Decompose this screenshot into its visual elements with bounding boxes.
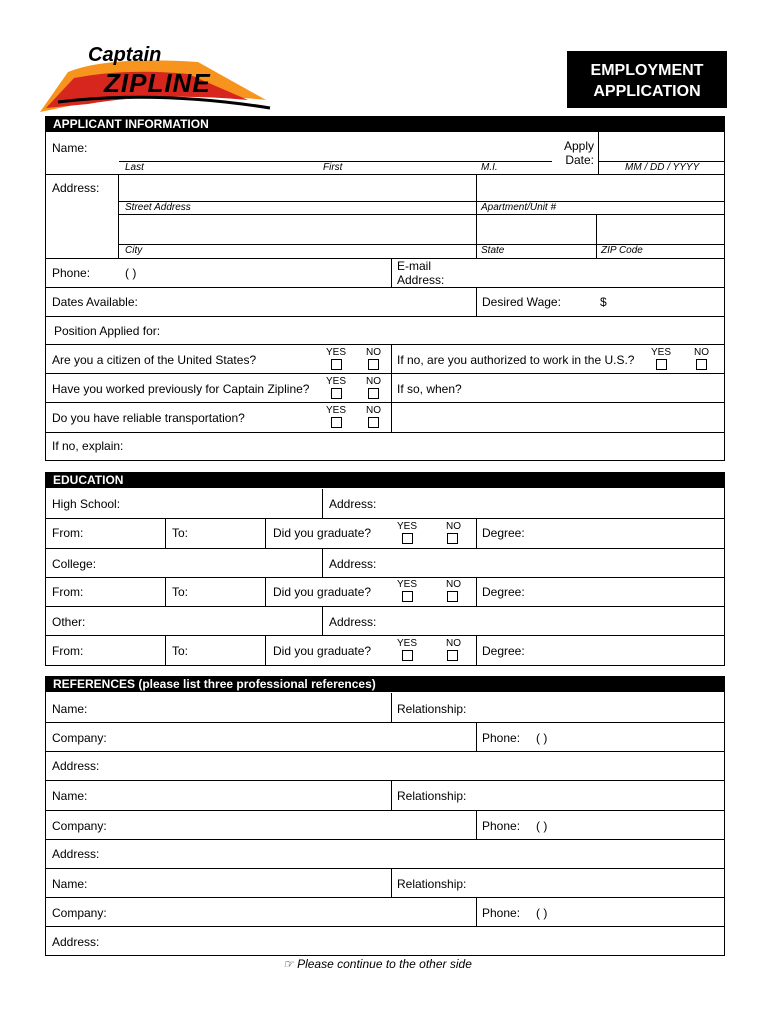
apply-date-label: Apply Date: bbox=[563, 139, 594, 167]
college-no-label: NO bbox=[446, 579, 461, 590]
college-graduate-question: Did you graduate? bbox=[273, 585, 372, 599]
ref2-phone-paren: ( ) bbox=[536, 819, 548, 833]
worked-yes-label: YES bbox=[326, 376, 347, 387]
citizen-question: Are you a citizen of the United States? bbox=[52, 353, 257, 367]
citizen-no-label: NO bbox=[366, 347, 381, 358]
ref3-phone-label: Phone: bbox=[482, 906, 521, 920]
other-school-label: Other: bbox=[52, 615, 86, 629]
ref1-name-input[interactable] bbox=[92, 694, 390, 722]
other-graduate-question: Did you graduate? bbox=[273, 644, 372, 658]
dates-available-label: Dates Available: bbox=[52, 295, 138, 309]
ref1-company-input[interactable] bbox=[112, 723, 475, 751]
form-title bbox=[567, 51, 727, 108]
ref1-phone-input[interactable] bbox=[530, 723, 725, 751]
transport-no-label: NO bbox=[366, 405, 381, 416]
transport-yes-label: YES bbox=[326, 405, 347, 416]
college-degree-input[interactable] bbox=[530, 578, 725, 606]
phone-input[interactable] bbox=[119, 259, 391, 287]
worked-question: Have you worked previously for Captain Zipline? bbox=[52, 382, 310, 396]
ref2-company-input[interactable] bbox=[112, 811, 475, 839]
phone-paren: ( ) bbox=[125, 266, 137, 280]
dates-available-input[interactable] bbox=[140, 288, 475, 316]
college-label: College: bbox=[52, 557, 97, 571]
form-title-line1: EMPLOYMENT bbox=[590, 62, 704, 79]
other-from-input[interactable] bbox=[90, 636, 164, 665]
ref3-phone-input[interactable] bbox=[530, 898, 725, 926]
hs-degree-label: Degree: bbox=[482, 526, 525, 540]
ref2-name-input[interactable] bbox=[92, 781, 390, 809]
college-yes-label: YES bbox=[397, 579, 418, 590]
college-input[interactable] bbox=[100, 549, 320, 577]
other-degree-input[interactable] bbox=[530, 636, 725, 665]
education-section-header: EDUCATION bbox=[45, 472, 725, 488]
high-school-input[interactable] bbox=[125, 490, 320, 518]
hs-to-input[interactable] bbox=[192, 519, 264, 548]
citizen-yes-checkbox[interactable] bbox=[331, 359, 342, 370]
other-address-input[interactable] bbox=[382, 607, 725, 635]
ref3-name-input[interactable] bbox=[92, 869, 390, 897]
ref1-relationship-input[interactable] bbox=[470, 694, 725, 722]
mi-caption: M.I. bbox=[481, 162, 498, 173]
explain-input[interactable] bbox=[130, 433, 725, 460]
other-address-label: Address: bbox=[329, 615, 377, 629]
worked-no-checkbox[interactable] bbox=[368, 388, 379, 399]
ref2-address-input[interactable] bbox=[105, 840, 725, 868]
ref1-phone-paren: ( ) bbox=[536, 731, 548, 745]
street-address-input[interactable] bbox=[119, 175, 725, 201]
hs-no-label: NO bbox=[446, 521, 461, 532]
college-from-input[interactable] bbox=[90, 578, 164, 606]
other-to-input[interactable] bbox=[192, 636, 264, 665]
other-yes-checkbox[interactable] bbox=[402, 650, 413, 661]
college-yes-checkbox[interactable] bbox=[402, 591, 413, 602]
ref3-address-input[interactable] bbox=[105, 927, 725, 955]
other-to-label: To: bbox=[172, 644, 189, 658]
ref1-address-input[interactable] bbox=[105, 752, 725, 780]
position-input[interactable] bbox=[165, 317, 725, 344]
references-section-header: REFERENCES (please list three professional references) bbox=[45, 676, 725, 692]
ref2-address-label: Address: bbox=[52, 847, 100, 861]
other-yes-label: YES bbox=[397, 638, 418, 649]
authorized-question: If no, are you authorized to work in the U.S.? bbox=[397, 353, 635, 367]
college-no-checkbox[interactable] bbox=[447, 591, 458, 602]
authorized-yes-checkbox[interactable] bbox=[656, 359, 667, 370]
ref2-name-label: Name: bbox=[52, 789, 88, 803]
hs-degree-input[interactable] bbox=[530, 519, 725, 548]
ref1-phone-label: Phone: bbox=[482, 731, 521, 745]
company-logo bbox=[38, 42, 274, 120]
worked-no-label: NO bbox=[366, 376, 381, 387]
address-label: Address: bbox=[52, 181, 100, 195]
ref2-company-label: Company: bbox=[52, 819, 107, 833]
hs-no-checkbox[interactable] bbox=[447, 533, 458, 544]
worked-yes-checkbox[interactable] bbox=[331, 388, 342, 399]
ref3-name-label: Name: bbox=[52, 877, 88, 891]
hs-from-input[interactable] bbox=[90, 519, 164, 548]
applicant-section-header: APPLICANT INFORMATION bbox=[45, 116, 725, 132]
ref3-address-label: Address: bbox=[52, 935, 100, 949]
hs-yes-label: YES bbox=[397, 521, 418, 532]
ref2-phone-label: Phone: bbox=[482, 819, 521, 833]
transport-question: Do you have reliable transportation? bbox=[52, 411, 245, 425]
ref3-company-label: Company: bbox=[52, 906, 107, 920]
transport-no-checkbox[interactable] bbox=[368, 417, 379, 428]
authorized-no-label: NO bbox=[694, 347, 709, 358]
college-address-label: Address: bbox=[329, 557, 377, 571]
desired-wage-label: Desired Wage: bbox=[482, 295, 561, 309]
other-from-label: From: bbox=[52, 644, 84, 658]
last-caption: Last bbox=[125, 162, 144, 173]
hs-yes-checkbox[interactable] bbox=[402, 533, 413, 544]
ref2-relationship-label: Relationship: bbox=[397, 789, 467, 803]
logo-top-text: Captain bbox=[88, 44, 162, 66]
college-to-input[interactable] bbox=[192, 578, 264, 606]
ref2-relationship-input[interactable] bbox=[470, 781, 725, 809]
email-input[interactable] bbox=[450, 259, 725, 287]
college-degree-label: Degree: bbox=[482, 585, 525, 599]
ref1-address-label: Address: bbox=[52, 759, 100, 773]
citizen-yes-label: YES bbox=[326, 347, 347, 358]
ref3-relationship-label: Relationship: bbox=[397, 877, 467, 891]
ref2-phone-input[interactable] bbox=[530, 811, 725, 839]
street-caption: Street Address bbox=[125, 202, 191, 213]
transport-yes-checkbox[interactable] bbox=[331, 417, 342, 428]
wage-currency: $ bbox=[600, 295, 607, 309]
date-format-caption: MM / DD / YYYY bbox=[625, 162, 700, 173]
hs-graduate-question: Did you graduate? bbox=[273, 526, 372, 540]
email-label-line2: Address: bbox=[397, 273, 445, 287]
form-title-line2: APPLICATION bbox=[593, 83, 701, 100]
state-caption: State bbox=[481, 245, 505, 256]
ref1-relationship-label: Relationship: bbox=[397, 702, 467, 716]
city-caption: City bbox=[125, 245, 143, 256]
ref1-name-label: Name: bbox=[52, 702, 88, 716]
college-address-input[interactable] bbox=[382, 549, 725, 577]
high-school-address-label: Address: bbox=[329, 497, 377, 511]
high-school-address-input[interactable] bbox=[382, 490, 725, 518]
hs-from-label: From: bbox=[52, 526, 84, 540]
email-label-line1: E-mail bbox=[397, 259, 432, 273]
zip-caption: ZIP Code bbox=[601, 245, 643, 256]
authorized-yes-label: YES bbox=[651, 347, 672, 358]
college-to-label: To: bbox=[172, 585, 189, 599]
apt-caption: Apartment/Unit # bbox=[481, 202, 557, 213]
first-caption: First bbox=[323, 162, 343, 173]
position-label: Position Applied for: bbox=[54, 324, 161, 338]
ref1-company-label: Company: bbox=[52, 731, 107, 745]
college-from-label: From: bbox=[52, 585, 84, 599]
phone-label: Phone: bbox=[52, 266, 91, 280]
logo-main-text: ZIPLINE bbox=[104, 68, 211, 98]
other-school-input[interactable] bbox=[90, 607, 320, 635]
name-label: Name: bbox=[52, 141, 88, 155]
ref3-phone-paren: ( ) bbox=[536, 906, 548, 920]
high-school-label: High School: bbox=[52, 497, 121, 511]
city-input[interactable] bbox=[119, 215, 725, 244]
other-no-checkbox[interactable] bbox=[447, 650, 458, 661]
desired-wage-input[interactable] bbox=[612, 288, 725, 316]
other-degree-label: Degree: bbox=[482, 644, 525, 658]
authorized-no-checkbox[interactable] bbox=[696, 359, 707, 370]
hs-to-label: To: bbox=[172, 526, 189, 540]
when-input[interactable] bbox=[470, 374, 725, 402]
apply-date-input[interactable] bbox=[599, 133, 725, 161]
citizen-no-checkbox[interactable] bbox=[368, 359, 379, 370]
ref3-relationship-input[interactable] bbox=[470, 869, 725, 897]
explain-label: If no, explain: bbox=[52, 439, 124, 453]
ref3-company-input[interactable] bbox=[112, 898, 475, 926]
continue-note: ☞ Please continue to the other side bbox=[283, 957, 472, 971]
other-no-label: NO bbox=[446, 638, 461, 649]
when-question: If so, when? bbox=[397, 382, 462, 396]
